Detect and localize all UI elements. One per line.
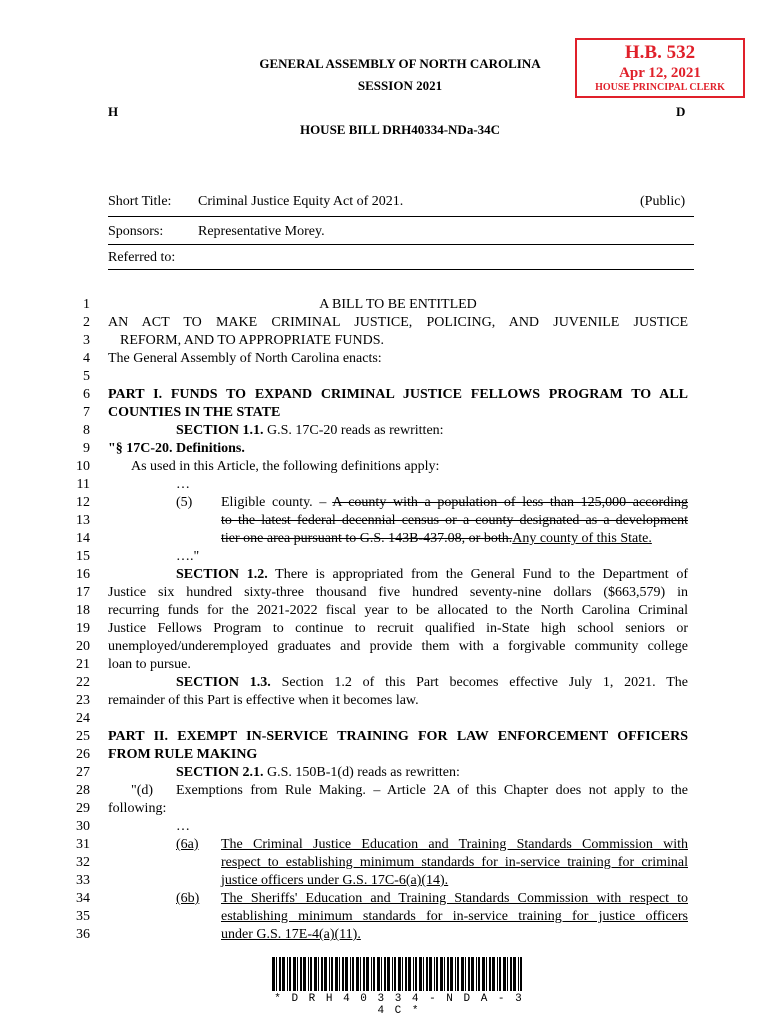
barcode-bar [510, 957, 512, 991]
barcode-bar [387, 957, 390, 991]
body-line: Justice Fellows Program to continue to recruit qualified in-State high school seniors or [108, 621, 688, 636]
chamber-letter-right: D [676, 104, 686, 119]
barcode-bar [384, 957, 386, 991]
barcode-bar [507, 957, 508, 991]
line-number: 13 [76, 513, 90, 528]
inserted-text: Any county of this State. [512, 531, 652, 546]
line-number: 30 [76, 819, 90, 834]
barcode-bar [276, 957, 277, 991]
item-number: (6a) [176, 837, 199, 852]
body-line: As used in this Article, the following definitions apply: [131, 459, 440, 474]
barcode-bar [339, 957, 340, 991]
line-number: 16 [76, 567, 90, 582]
section-text: Section 1.2 of this Part becomes effective July 1, 2021. The [270, 675, 688, 690]
barcode-bar [350, 957, 351, 991]
session-label: SESSION 2021 [357, 78, 443, 93]
barcode-text: * D R H 4 0 3 3 4 - N D A - 3 4 C * [274, 993, 524, 1017]
barcode-bar [478, 957, 480, 991]
inserted-text: respect to establishing minimum standards for in-service training for criminal [221, 855, 688, 870]
line-number: 19 [76, 621, 90, 636]
inserted-text: justice officers under G.S. 17C-6(a)(14). [221, 873, 449, 888]
ellipsis: … [176, 477, 190, 492]
barcode-bar [342, 957, 344, 991]
section-line [176, 566, 688, 584]
sponsors-label: Sponsors: [108, 224, 164, 239]
barcode-bar [308, 957, 309, 991]
filing-stamp [575, 38, 745, 98]
barcode-bar [520, 957, 522, 991]
line-number: 24 [76, 711, 90, 726]
line-number: 28 [76, 783, 90, 798]
body-line: loan to pursue. [108, 657, 191, 672]
barcode-bar [457, 957, 459, 991]
barcode-bar [408, 957, 411, 991]
barcode-bar [300, 957, 302, 991]
barcode-bar [321, 957, 323, 991]
barcode-bar [279, 957, 281, 991]
barcode-bar [352, 957, 354, 991]
line-number: 9 [83, 441, 90, 456]
barcode-bar [381, 957, 382, 991]
referred-label: Referred to: [108, 250, 176, 265]
sponsors-value: Representative Morey. [198, 224, 325, 239]
deleted-text: tier one area pursuant to G.S. 143B-437.08, or both. [221, 531, 513, 546]
barcode-bar [363, 957, 365, 991]
bill-entitled: A BILL TO BE ENTITLED [319, 297, 477, 312]
barcode-bar [356, 957, 359, 991]
barcode-bar [392, 957, 393, 991]
barcode-bar [415, 957, 417, 991]
barcode-bar [282, 957, 285, 991]
barcode-bar [440, 957, 443, 991]
section-line [176, 674, 688, 692]
barcode-bar [482, 957, 485, 991]
assembly-title: GENERAL ASSEMBLY OF NORTH CAROLINA [259, 56, 541, 71]
barcode-bar [492, 957, 495, 991]
body-line: remainder of this Part is effective when it becomes law. [108, 693, 419, 708]
barcode-bar [360, 957, 361, 991]
line-number: 11 [76, 477, 90, 492]
section-line [176, 422, 756, 440]
item-text [221, 494, 688, 512]
line-number: 21 [76, 657, 90, 672]
barcode-bar [324, 957, 327, 991]
inserted-text: under G.S. 17E-4(a)(11). [221, 927, 361, 942]
item-number: (6b) [176, 891, 200, 906]
barcode-bar [476, 957, 477, 991]
barcode-bar [314, 957, 317, 991]
part-heading: PART II. EXEMPT IN-SERVICE TRAINING FOR LAW ENFORCEMENT OFFICERS [108, 729, 688, 744]
line-number: 29 [76, 801, 90, 816]
barcode-bar [471, 957, 474, 991]
barcode-bar [499, 957, 501, 991]
barcode-bar [444, 957, 445, 991]
line-number: 34 [76, 891, 90, 906]
line-number: 25 [76, 729, 90, 744]
deleted-text: A county with a population of less than 125,000 according [332, 495, 689, 510]
barcode-bar [434, 957, 435, 991]
line-number: 15 [76, 549, 90, 564]
line-number: 8 [83, 423, 90, 438]
enacting-clause: The General Assembly of North Carolina enacts: [108, 351, 382, 366]
inserted-text: establishing minimum standards for in-service training for justice officers [221, 909, 688, 924]
barcode-bar [297, 957, 298, 991]
barcode-bar [436, 957, 438, 991]
body-line: recurring funds for the 2021-2022 fiscal year to be allocated to the North Carolina Criminal [108, 603, 688, 618]
section-text: There is appropriated from the General Fund to the Department of [267, 567, 688, 582]
line-number: 32 [76, 855, 90, 870]
line-number: 17 [76, 585, 90, 600]
barcode-bar [423, 957, 424, 991]
barcode-bar [272, 957, 275, 991]
barcode-bar [366, 957, 369, 991]
barcode-bar [455, 957, 456, 991]
body-line: Justice six hundred sixty-three thousand five hundred seventy-nine dollars ($663,579) in [108, 585, 688, 600]
chamber-letter-left: H [108, 104, 119, 119]
ellipsis: …." [176, 549, 200, 564]
barcode-bar [377, 957, 380, 991]
barcode-bar [518, 957, 519, 991]
ellipsis: … [176, 819, 190, 834]
barcode [272, 957, 526, 991]
deleted-text: to the latest federal decennial census or a county designated as a development [221, 513, 688, 528]
barcode-bar [489, 957, 491, 991]
barcode-bar [468, 957, 470, 991]
barcode-bar [503, 957, 506, 991]
line-number: 14 [76, 531, 90, 546]
line-number: 6 [83, 387, 90, 402]
barcode-bar [405, 957, 407, 991]
bill-id: HOUSE BILL DRH40334-NDa-34C [299, 122, 501, 137]
barcode-bar [303, 957, 306, 991]
item-text [221, 530, 688, 548]
barcode-bar [413, 957, 414, 991]
body-line: unemployed/underemployed graduates and provide them with a forgivable community college [108, 639, 688, 654]
line-number: 20 [76, 639, 90, 654]
line-number: 22 [76, 675, 90, 690]
barcode-bar [293, 957, 296, 991]
section-text: G.S. 17C-20 reads as rewritten: [263, 423, 444, 438]
barcode-bar [373, 957, 375, 991]
barcode-bar [486, 957, 487, 991]
barcode-bar [450, 957, 453, 991]
line-number: 10 [76, 459, 90, 474]
barcode-bar [461, 957, 464, 991]
barcode-bar [289, 957, 291, 991]
stamp-clerk: HOUSE PRINCIPAL CLERK [595, 82, 725, 93]
public-label: (Public) [640, 194, 686, 209]
line-number: 35 [76, 909, 90, 924]
section-text: G.S. 150B-1(d) reads as rewritten: [263, 765, 460, 780]
divider [108, 216, 694, 217]
barcode-bar [513, 957, 516, 991]
line-number: 26 [76, 747, 90, 762]
barcode-bar [497, 957, 498, 991]
barcode-bar [310, 957, 312, 991]
barcode-bar [402, 957, 403, 991]
barcode-bar [287, 957, 288, 991]
inserted-text: The Criminal Justice Education and Training Standards Commission with [221, 837, 688, 852]
subsection-number: "(d) [131, 783, 154, 798]
part-heading: FROM RULE MAKING [108, 747, 258, 762]
item-label: Eligible county. – [221, 495, 333, 510]
line-number: 5 [83, 369, 90, 384]
divider [108, 269, 694, 270]
section-number: SECTION 1.1. [176, 423, 264, 438]
barcode-bar [318, 957, 319, 991]
line-number: 36 [76, 927, 90, 942]
line-number: 33 [76, 873, 90, 888]
stamp-bill-number: H.B. 532 [624, 42, 696, 63]
body-line: following: [108, 801, 167, 816]
barcode-bar [331, 957, 333, 991]
line-number: 18 [76, 603, 90, 618]
stamp-date: Apr 12, 2021 [619, 65, 701, 81]
part-heading: COUNTIES IN THE STATE [108, 405, 281, 420]
barcode-bar [394, 957, 396, 991]
barcode-bar [371, 957, 372, 991]
barcode-bar [345, 957, 348, 991]
short-title-label: Short Title: [108, 194, 172, 209]
barcode-bar [398, 957, 401, 991]
barcode-bar [426, 957, 428, 991]
section-number: SECTION 1.2. [176, 567, 268, 582]
act-title-line: REFORM, AND TO APPROPRIATE FUNDS. [120, 333, 384, 348]
section-number: SECTION 1.3. [176, 675, 271, 690]
line-number: 2 [83, 315, 90, 330]
barcode-bar [329, 957, 330, 991]
line-number: 1 [83, 297, 90, 312]
line-number: 3 [83, 333, 90, 348]
line-number: 12 [76, 495, 90, 510]
barcode-bar [447, 957, 449, 991]
act-title-line: AN ACT TO MAKE CRIMINAL JUSTICE, POLICING, AND JUVENILE JUSTICE [108, 315, 688, 330]
line-number: 7 [83, 405, 90, 420]
divider [108, 244, 694, 245]
statute-heading: "§ 17C-20. Definitions. [108, 441, 245, 456]
section-line [176, 764, 756, 782]
line-number: 23 [76, 693, 90, 708]
barcode-bar [429, 957, 432, 991]
item-number: (5) [176, 495, 193, 510]
barcode-bar [419, 957, 422, 991]
barcode-bar [465, 957, 466, 991]
section-number: SECTION 2.1. [176, 765, 264, 780]
line-number: 27 [76, 765, 90, 780]
barcode-bar [335, 957, 338, 991]
line-number: 4 [83, 351, 90, 366]
part-heading: PART I. FUNDS TO EXPAND CRIMINAL JUSTICE FELLOWS PROGRAM TO ALL [108, 387, 688, 402]
inserted-text: The Sheriffs' Education and Training Standards Commission with respect to [221, 891, 688, 906]
short-title-value: Criminal Justice Equity Act of 2021. [198, 194, 404, 209]
line-number: 31 [76, 837, 90, 852]
body-line: Exemptions from Rule Making. – Article 2A of this Chapter does not apply to the [176, 783, 688, 798]
